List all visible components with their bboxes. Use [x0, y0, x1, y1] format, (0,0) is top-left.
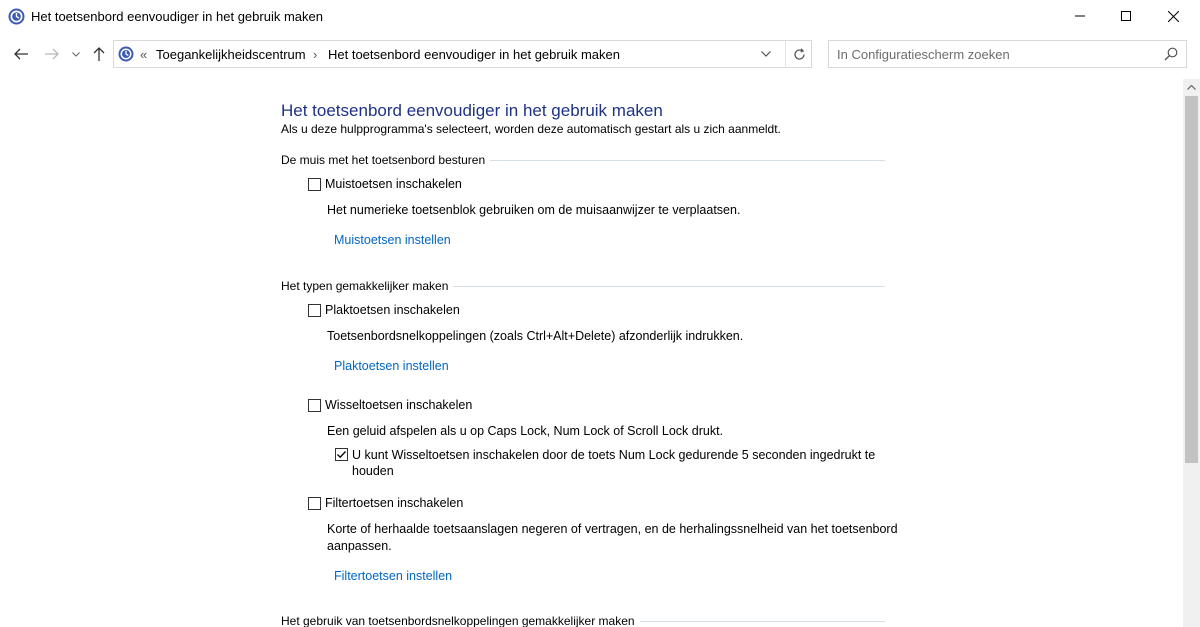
- breadcrumb-ease-of-access-center[interactable]: Toegankelijkheidscentrum: [156, 47, 306, 62]
- togglekeys-numlock-label-line2[interactable]: houden: [352, 464, 394, 478]
- page-subtitle: Als u deze hulpprogramma's selecteert, worden deze automatisch gestart als u zich aanmeldt.: [281, 122, 781, 136]
- chevron-down-icon: [72, 52, 80, 57]
- chevron-down-icon: [761, 51, 771, 57]
- close-button[interactable]: [1150, 0, 1196, 32]
- content-pane: [0, 79, 1183, 627]
- window-title: Het toetsenbord eenvoudiger in het gebruik maken: [31, 9, 323, 24]
- forward-arrow-icon: [44, 47, 60, 61]
- mousekeys-option[interactable]: [308, 177, 462, 191]
- stickykeys-description: Toetsenbordsnelkoppelingen (zoals Ctrl+Alt+Delete) afzonderlijk indrukken.: [327, 329, 744, 343]
- section-divider: [490, 160, 885, 161]
- breadcrumb-current-page[interactable]: Het toetsenbord eenvoudiger in het gebruik maken: [328, 47, 620, 62]
- section-header-label: Het typen gemakkelijker maken: [281, 279, 449, 293]
- mousekeys-label[interactable]: Muistoetsen inschakelen: [325, 177, 462, 191]
- control-panel-location-icon: [118, 46, 134, 62]
- minimize-button[interactable]: [1057, 0, 1103, 32]
- close-icon: [1168, 11, 1179, 22]
- search-icon[interactable]: [1164, 47, 1178, 61]
- stickykeys-checkbox[interactable]: [308, 304, 321, 317]
- page-title: Het toetsenbord eenvoudiger in het gebruik maken: [281, 101, 663, 120]
- up-button[interactable]: [87, 42, 111, 66]
- address-bar[interactable]: [113, 40, 812, 68]
- mousekeys-checkbox[interactable]: [308, 178, 321, 191]
- filterkeys-settings-link[interactable]: Filtertoetsen instellen: [334, 569, 453, 583]
- filterkeys-description-line1: Korte of herhaalde toetsaanslagen negeren of vertragen, en de herhalingssnelheid van het toetsenbord: [327, 522, 898, 536]
- address-overflow-separator[interactable]: «: [140, 47, 148, 62]
- togglekeys-option[interactable]: [308, 398, 472, 412]
- togglekeys-numlock-label[interactable]: [352, 447, 875, 479]
- togglekeys-label[interactable]: Wisseltoetsen inschakelen: [325, 398, 473, 412]
- recent-locations-button[interactable]: [66, 42, 86, 66]
- togglekeys-numlock-checkbox[interactable]: [335, 448, 348, 461]
- address-dropdown-button[interactable]: [754, 41, 778, 67]
- back-arrow-icon: [13, 47, 29, 61]
- togglekeys-checkbox[interactable]: [308, 399, 321, 412]
- filterkeys-checkbox[interactable]: [308, 497, 321, 510]
- mousekeys-settings-link[interactable]: Muistoetsen instellen: [334, 233, 451, 247]
- filterkeys-label[interactable]: Filtertoetsen inschakelen: [325, 496, 464, 510]
- forward-button[interactable]: [40, 42, 64, 66]
- section-header-typing: [281, 279, 885, 293]
- section-header-mouse: [281, 153, 885, 167]
- minimize-icon: [1075, 11, 1085, 21]
- maximize-icon: [1121, 11, 1131, 21]
- scroll-up-button[interactable]: [1183, 79, 1200, 96]
- filterkeys-description-line2: aanpassen.: [327, 539, 392, 553]
- section-header-shortcuts: [281, 614, 885, 627]
- togglekeys-numlock-label-line1[interactable]: U kunt Wisseltoetsen inschakelen door de toets Num Lock gedurende 5 seconden ingedrukt te: [352, 448, 876, 462]
- section-divider: [453, 286, 885, 287]
- breadcrumb-separator[interactable]: ›: [313, 47, 318, 62]
- stickykeys-label[interactable]: Plaktoetsen inschakelen: [325, 303, 460, 317]
- title-bar: [0, 0, 1200, 34]
- togglekeys-numlock-option[interactable]: [335, 447, 875, 479]
- section-divider: [640, 621, 885, 622]
- filterkeys-option[interactable]: [308, 496, 463, 510]
- search-input[interactable]: [837, 46, 1157, 62]
- ease-of-access-icon: [8, 8, 25, 25]
- search-box[interactable]: [828, 40, 1187, 68]
- up-arrow-icon: [92, 46, 106, 62]
- maximize-button[interactable]: [1103, 0, 1149, 32]
- scroll-up-arrow-icon: [1187, 85, 1196, 90]
- stickykeys-option[interactable]: [308, 303, 460, 317]
- section-header-label: De muis met het toetsenbord besturen: [281, 153, 486, 167]
- vertical-scrollbar[interactable]: [1183, 79, 1200, 627]
- stickykeys-settings-link[interactable]: Plaktoetsen instellen: [334, 359, 449, 373]
- mousekeys-description: Het numerieke toetsenblok gebruiken om de muisaanwijzer te verplaatsen.: [327, 203, 741, 217]
- checkmark-icon: [336, 449, 347, 460]
- togglekeys-description: Een geluid afspelen als u op Caps Lock, Num Lock of Scroll Lock drukt.: [327, 424, 724, 438]
- refresh-button[interactable]: [785, 41, 812, 67]
- scrollbar-thumb[interactable]: [1185, 96, 1198, 463]
- back-button[interactable]: [9, 42, 33, 66]
- refresh-icon: [793, 48, 806, 61]
- section-header-label: Het gebruik van toetsenbordsnelkoppelingen gemakkelijker maken: [281, 614, 635, 627]
